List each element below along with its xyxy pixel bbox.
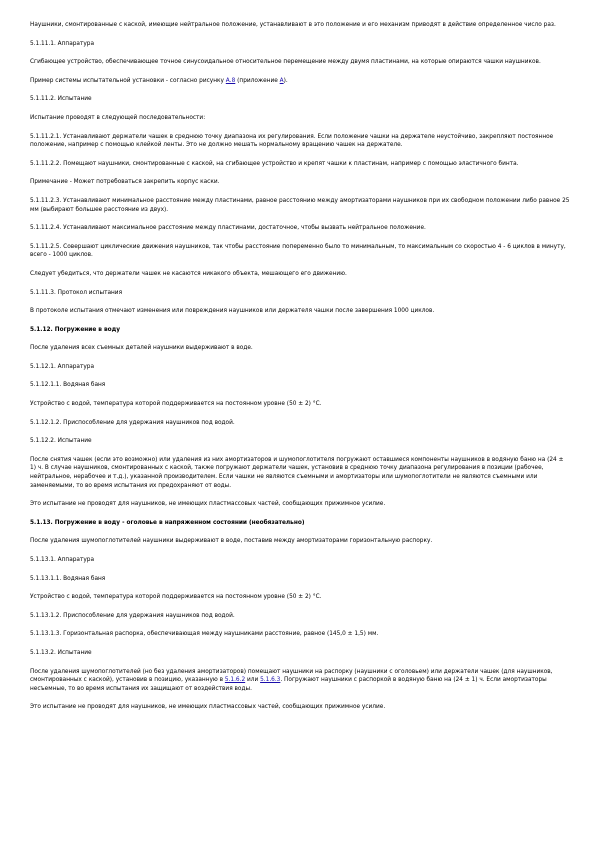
paragraph-text: . Погружают наушники с распоркой в водяную баню на (24 ± 1) ч. Если амортизаторы несъемные, то во время испытания их защищают от воздействия воды. — [30, 677, 547, 692]
paragraph: 5.1.13.1.2. Приспособление для удержания наушников под водой. — [30, 612, 235, 619]
paragraph: 5.1.13.1. Аппаратура — [30, 557, 95, 563]
paragraph-text: или — [245, 677, 261, 684]
paragraph: 5.1.11.2.2. Помещают наушники, смонтированные с каской, на сгибающее устройство и крепят чашки к пластинам, например с помощью эластичного бинта. — [30, 160, 519, 167]
cross-reference-link[interactable]: А.8 — [225, 77, 236, 84]
paragraph: После удаления шумопоглотителей наушники выдерживают в воде, поставив между амортизаторами горизонтальную распорку. — [30, 538, 433, 545]
paragraph: 5.1.11.2.1. Устанавливают держатели чашек в среднюю точку диапазона их регулирования. Если положение чашки на держателе неустойчиво, закрепляют постоянное положение, например с помощью клейкой ленты. Это не должно мешать нормальному вращению чашек на держателе. — [30, 133, 554, 149]
paragraph: 5.1.12.1.1. Водяная баня — [30, 382, 106, 389]
paragraph: В протоколе испытания отмечают изменения или повреждения наушников или держателя чашки после завершения 1000 циклов. — [30, 308, 435, 315]
paragraph-text: ). — [283, 77, 288, 84]
paragraph: Следует убедиться, что держатели чашек не касаются никакого объекта, мешающего его движению. — [30, 270, 347, 277]
paragraph — [30, 77, 570, 86]
paragraph: 5.1.12.1.2. Приспособление для удержания наушников под водой. — [30, 419, 235, 426]
paragraph: 5.1.11.1. Аппаратура — [30, 40, 95, 47]
section-heading: 5.1.13. Погружение в воду - оголовье в напряженном состоянии (необязательно) — [30, 519, 305, 526]
paragraph: 5.1.13.2. Испытание — [30, 649, 92, 656]
paragraph-text: (приложение — [235, 77, 280, 84]
paragraph-text: Пример системы испытательной установки - согласно рисунку — [30, 77, 226, 84]
paragraph: После удаления всех съемных деталей наушники выдерживают в воде. — [30, 345, 253, 352]
paragraph: 5.1.13.1.3. Горизонтальная распорка, обеспечивающая между наушниками расстояние, равное (145,0 ± 1,5) мм. — [30, 631, 379, 638]
cross-reference-link[interactable]: 5.1.6.2 — [224, 677, 246, 684]
paragraph: 5.1.12.1. Аппаратура — [30, 363, 95, 370]
paragraph — [30, 668, 570, 694]
paragraph: 5.1.13.1.1. Водяная баня — [30, 575, 106, 582]
document-page — [30, 21, 570, 722]
section-heading: 5.1.12. Погружение в воду — [30, 326, 121, 333]
paragraph: Сгибающее устройство, обеспечивающее точное синусоидальное относительное перемещение между двумя пластинами, на которые опираются чашки наушников. — [30, 59, 541, 66]
paragraph: Это испытание не проводят для наушников, не имеющих пластмассовых частей, сообщающих прижимное усилие. — [30, 704, 386, 711]
paragraph: 5.1.11.2.3. Устанавливают минимальное расстояние между пластинами, равное расстоянию между амортизаторами наушников при их свободном положении либо равное 25 мм (выбирают большее расстояние из двух). — [30, 197, 570, 213]
paragraph: 5.1.11.2.4. Устанавливают максимальное расстояние между пластинами, достаточное, чтобы вызвать нейтральное положение. — [30, 225, 426, 232]
paragraph-text: После удаления шумопоглотителей (но без удаления амортизаторов) помещают наушники на распорку (наушники с оголовьем) или держатели чашек (для наушников, смонтированных с каской), установив в позицию, указанную в — [30, 668, 553, 684]
paragraph: 5.1.11.2.5. Совершают циклические движения наушников, так чтобы расстояние попеременно было то минимальным, то максимальным со скоростью 4 - 6 циклов в минуту, всего - 1000 циклов. — [30, 243, 566, 259]
paragraph: После снятия чашек (если это возможно) или удаления из них амортизаторов и шумопоглотителя погружают оставшиеся компоненты наушников в водяную баню на (24 ± 1) ч. В случае наушников, смонтированных с каской, также погружают держатели чашек, установив в среднюю точку диапазона регулирования в позиции (рабочее, нейтральное, нерабочее и т.д.), указанной производителем. Если чашки не являются съемными и амортизаторы или шумопоглотители не являются съемными или заменяемыми, то во время испытания их предохраняют от воды. — [30, 456, 564, 489]
paragraph: Примечание - Может потребоваться закрепить корпус каски. — [30, 179, 220, 186]
paragraph: 5.1.11.2. Испытание — [30, 96, 92, 103]
paragraph: Устройство с водой, температура которой поддерживается на постоянном уровне (50 ± 2) °С. — [30, 594, 322, 601]
cross-reference-link[interactable]: А — [279, 77, 284, 84]
paragraph: 5.1.12.2. Испытание — [30, 438, 92, 445]
paragraph: Наушники, смонтированные с каской, имеющие нейтральное положение, устанавливают в это положение и его механизм приводят в действие определенное число раз. — [30, 22, 556, 28]
paragraph: Испытание проводят в следующей последовательности: — [30, 114, 206, 121]
paragraph: Устройство с водой, температура которой поддерживается на постоянном уровне (50 ± 2) °С. — [30, 401, 322, 408]
paragraph: 5.1.11.3. Протокол испытания — [30, 289, 123, 296]
cross-reference-link[interactable]: 5.1.6.3 — [260, 677, 281, 684]
paragraph: Это испытание не проводят для наушников, не имеющих пластмассовых частей, сообщающих прижимное усилие. — [30, 501, 386, 508]
